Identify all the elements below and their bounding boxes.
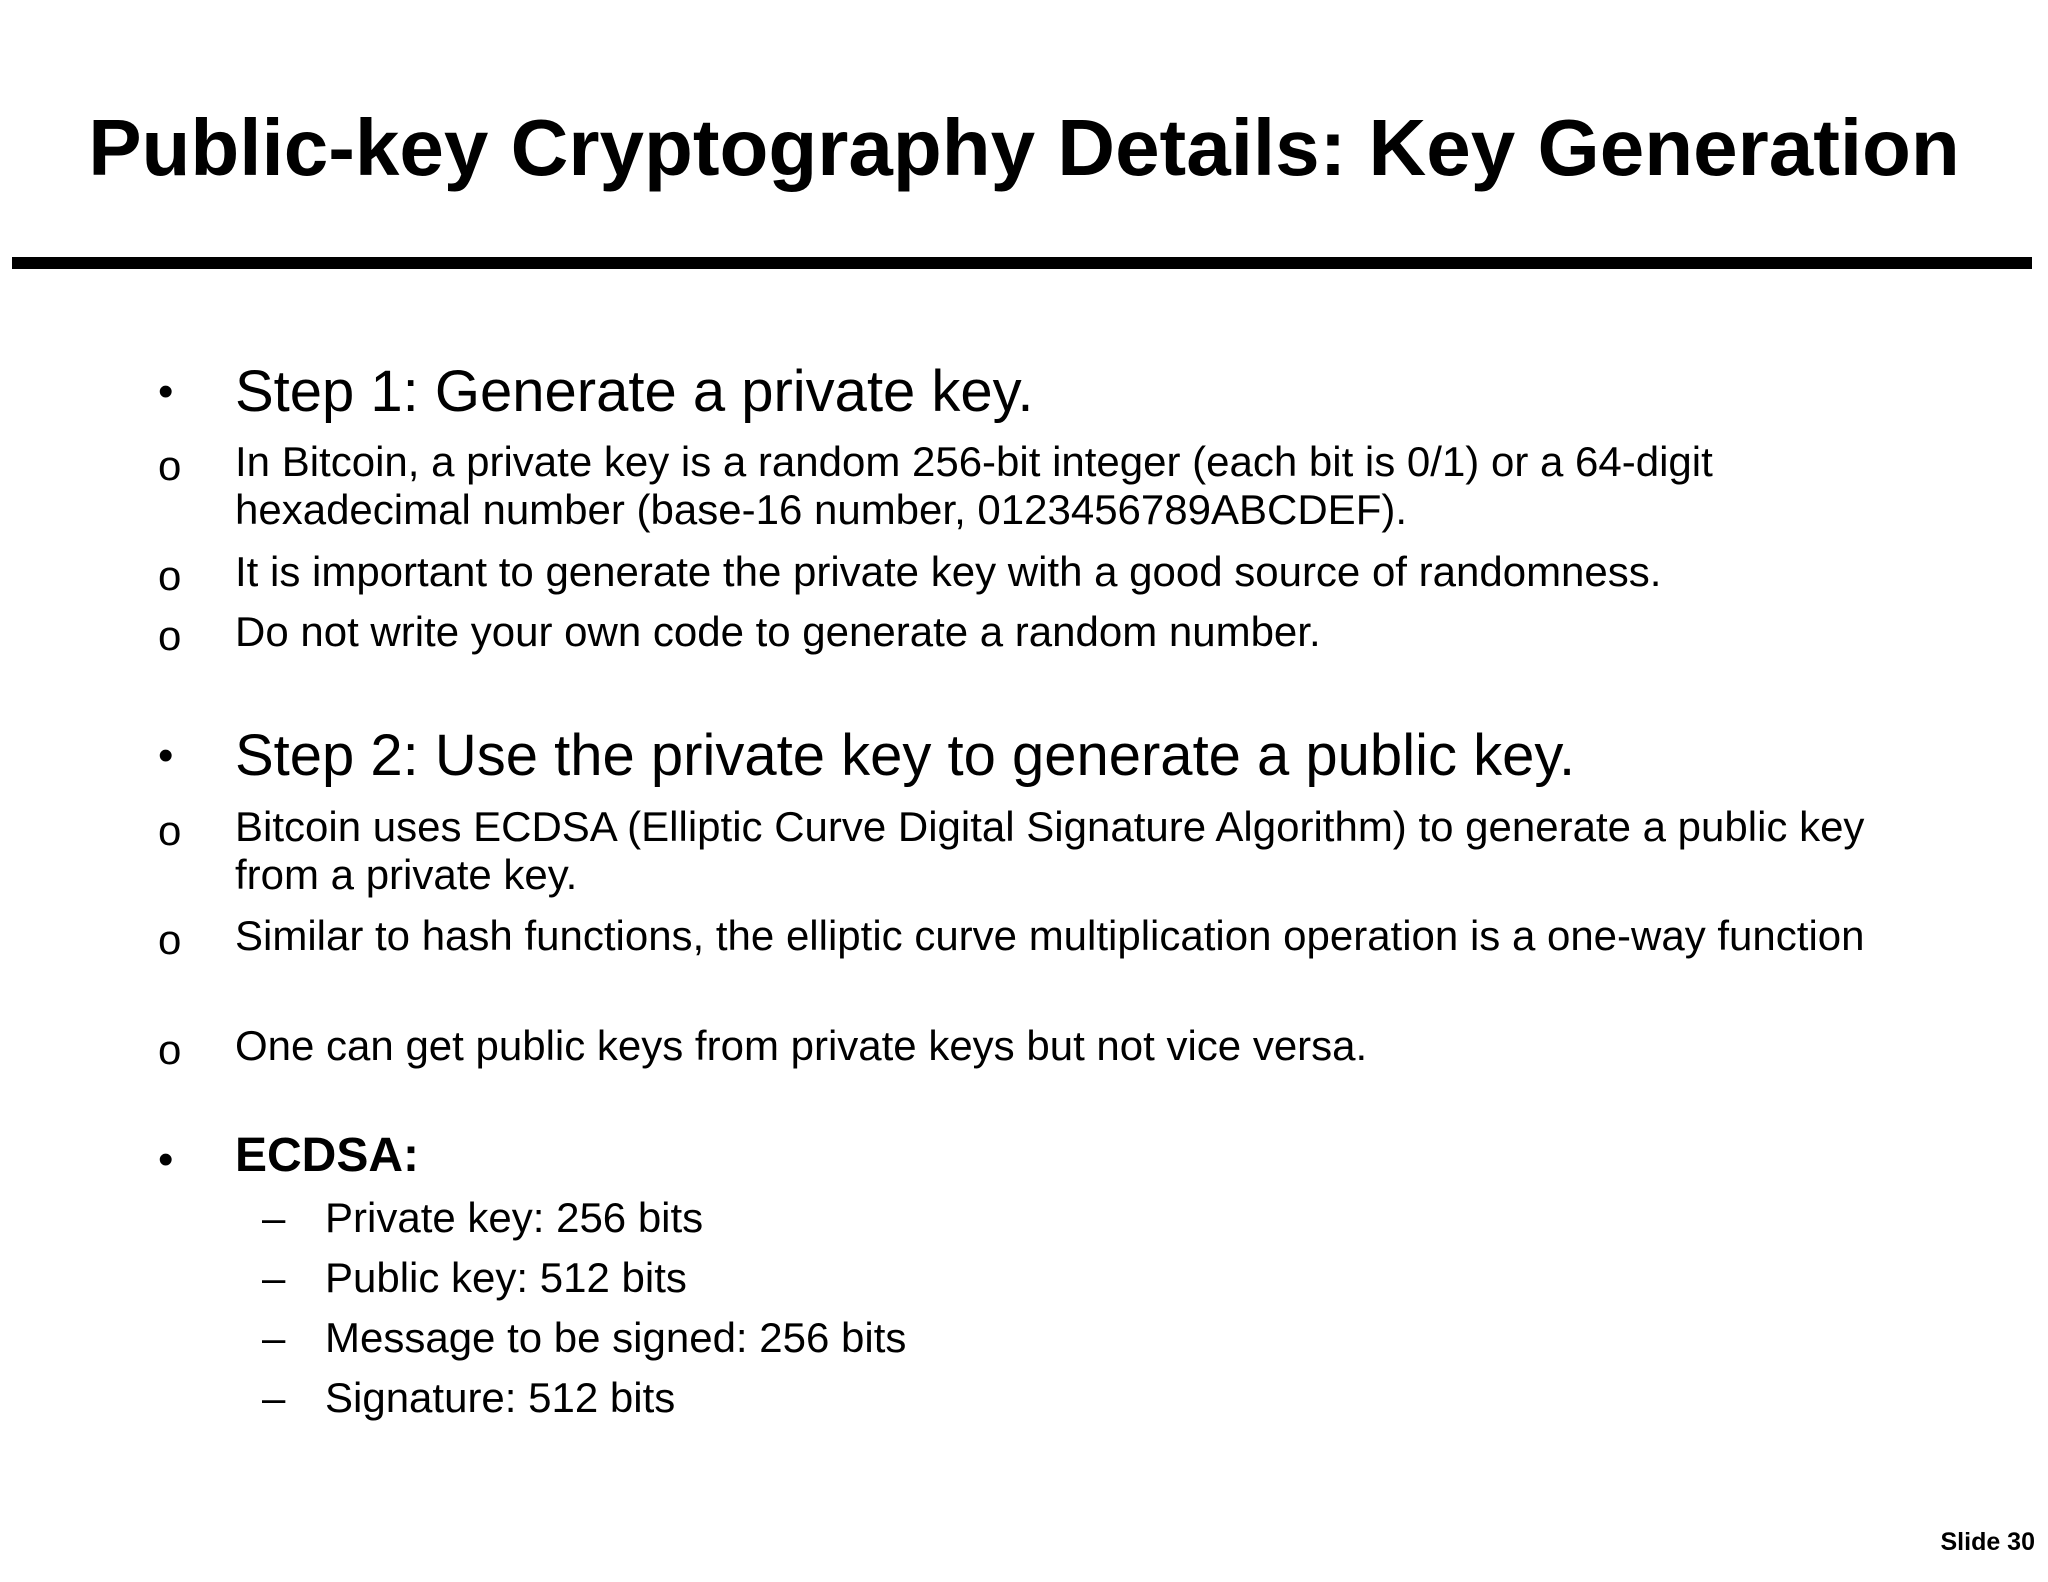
step-2-section xyxy=(0,722,2048,790)
ecdsa-heading-row xyxy=(0,1126,2048,1186)
list-item xyxy=(0,1314,2048,1362)
circle-bullet-marker: o xyxy=(158,442,182,489)
list-item-text: Signature: 512 bits xyxy=(325,1374,676,1421)
list-item xyxy=(0,438,2048,534)
list-item xyxy=(0,803,2048,899)
step-1-section xyxy=(0,358,2048,426)
ecdsa-heading: ECDSA: xyxy=(235,1129,420,1182)
dash-bullet-marker: – xyxy=(262,1254,286,1301)
list-item-text: Bitcoin uses ECDSA (Elliptic Curve Digital Signature Algorithm) to generate a public key from a private key. xyxy=(235,803,1865,898)
slide-number: Slide 30 xyxy=(1940,1528,2035,1556)
circle-bullet-marker: o xyxy=(158,916,182,963)
dash-bullet-marker: – xyxy=(262,1314,286,1361)
step-2-point-2 xyxy=(0,912,2048,1008)
step-2-heading: Step 2: Use the private key to generate a public key. xyxy=(235,723,1576,788)
circle-bullet-marker: o xyxy=(158,807,182,854)
list-item-text: Private key: 256 bits xyxy=(325,1194,704,1241)
step-2-point-3 xyxy=(0,1022,2048,1073)
step-1-heading-row xyxy=(0,358,2048,426)
circle-bullet-marker: o xyxy=(158,552,182,599)
title-divider xyxy=(12,257,2032,269)
list-item-text: Similar to hash functions, the elliptic curve multiplication operation is a one-way function xyxy=(235,912,1865,959)
list-item xyxy=(0,548,2048,599)
list-item-text: One can get public keys from private keys but not vice versa. xyxy=(235,1022,1368,1069)
ecdsa-item-1 xyxy=(0,1194,2048,1242)
step-1-points xyxy=(0,438,2048,534)
step-1-point-3 xyxy=(0,608,2048,659)
list-item-text: Public key: 512 bits xyxy=(325,1254,687,1301)
list-item-text: Do not write your own code to generate a random number. xyxy=(235,608,1321,655)
slide-title: Public-key Cryptography Details: Key Generation xyxy=(88,103,1960,192)
list-item xyxy=(0,1194,2048,1242)
ecdsa-item-4 xyxy=(0,1374,2048,1422)
step-1-heading: Step 1: Generate a private key. xyxy=(235,359,1034,424)
bullet-marker: • xyxy=(158,1135,174,1184)
step-2-heading-row xyxy=(0,722,2048,790)
list-item-text: It is important to generate the private key with a good source of randomness. xyxy=(235,548,1662,595)
ecdsa-item-3 xyxy=(0,1314,2048,1362)
ecdsa-section xyxy=(0,1126,2048,1186)
dash-bullet-marker: – xyxy=(262,1374,286,1421)
step-1-point-2 xyxy=(0,548,2048,599)
bullet-marker: • xyxy=(158,731,174,780)
list-item xyxy=(0,1254,2048,1302)
bullet-marker: • xyxy=(158,367,174,416)
step-2-point-1 xyxy=(0,803,2048,899)
ecdsa-item-2 xyxy=(0,1254,2048,1302)
list-item xyxy=(0,1022,2048,1073)
list-item-text: In Bitcoin, a private key is a random 256-bit integer (each bit is 0/1) or a 64-digit hexadecimal number (base-16 number, 0123456789ABCDEF). xyxy=(235,438,1713,533)
circle-bullet-marker: o xyxy=(158,612,182,659)
circle-bullet-marker: o xyxy=(158,1026,182,1073)
list-item xyxy=(0,608,2048,659)
list-item-text: Message to be signed: 256 bits xyxy=(325,1314,907,1361)
list-item xyxy=(0,1374,2048,1422)
dash-bullet-marker: – xyxy=(262,1194,286,1241)
list-item xyxy=(0,912,2048,1008)
